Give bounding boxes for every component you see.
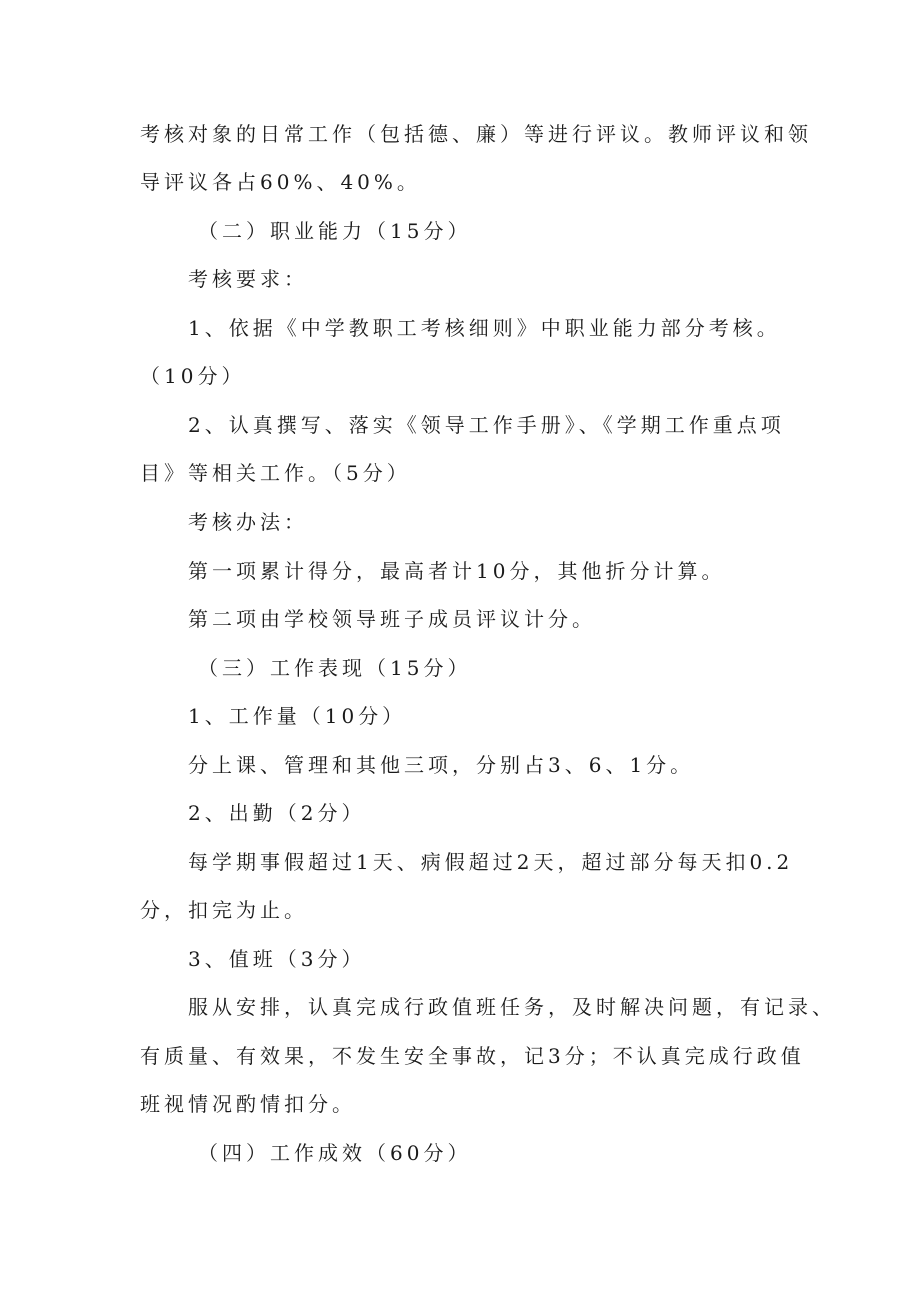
paragraph-line: 考核办法： [188, 510, 308, 534]
paragraph-line: 2、出勤（2分） [188, 801, 366, 825]
paragraph-line: 导评议各占60%、40%。 [140, 170, 421, 194]
paragraph-line: 目》等相关工作。（5分） [140, 461, 411, 485]
paragraph-line: （10分） [140, 364, 246, 388]
paragraph-line: 每学期事假超过1天、病假超过2天，超过部分每天扣0.2 [188, 850, 794, 874]
section-heading: （二）职业能力（15分） [198, 219, 472, 243]
paragraph-line: 考核对象的日常工作（包括德、廉）等进行评议。教师评议和领 [140, 122, 812, 146]
paragraph-line: 3、值班（3分） [188, 947, 366, 971]
paragraph-line: 1、依据《中学教职工考核细则》中职业能力部分考核。 [188, 316, 781, 340]
paragraph-line: 考核要求： [188, 267, 308, 291]
section-heading: （三）工作表现（15分） [198, 656, 472, 680]
paragraph-line: 有质量、有效果，不发生安全事故，记3分；不认真完成行政值 [140, 1044, 805, 1068]
paragraph-line: 分上课、管理和其他三项，分别占3、6、1分。 [188, 753, 695, 777]
paragraph-line: 第一项累计得分，最高者计10分，其他折分计算。 [188, 559, 726, 583]
section-heading: （四）工作成效（60分） [198, 1141, 472, 1165]
paragraph-line: 2、认真撰写、落实《领导工作手册》、《学期工作重点项 [188, 413, 785, 437]
paragraph-line: 班视情况酌情扣分。 [140, 1092, 356, 1116]
paragraph-line: 第二项由学校领导班子成员评议计分。 [188, 607, 596, 631]
paragraph-line: 1、工作量（10分） [188, 704, 407, 728]
paragraph-line: 分，扣完为止。 [140, 898, 308, 922]
paragraph-line: 服从安排，认真完成行政值班任务，及时解决问题，有记录、 [188, 995, 836, 1019]
